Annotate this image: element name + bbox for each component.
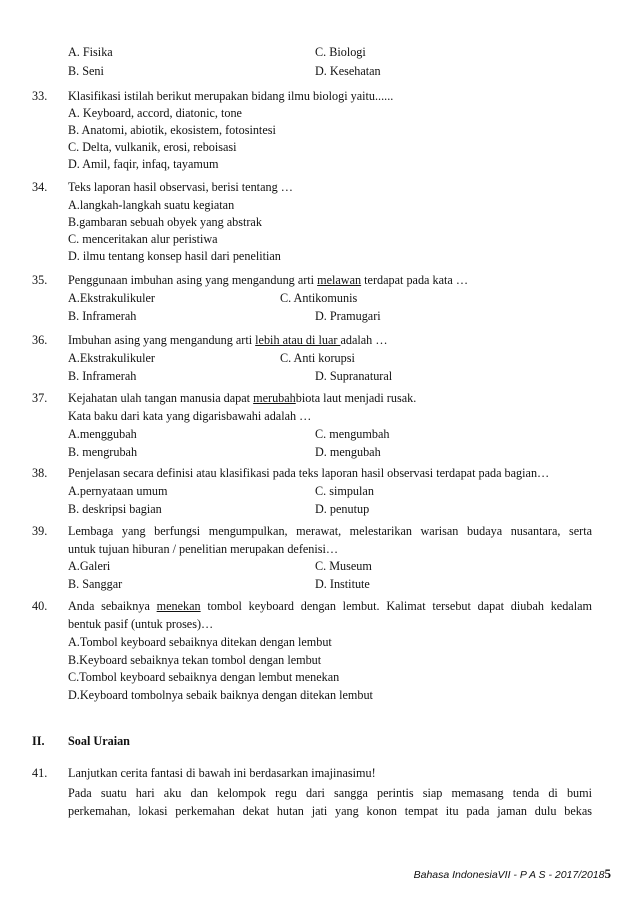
q39-stem-line-1: Lembaga yang berfungsi mengumpulkan, merawat, melestarikan warisan budaya nusantara, serta — [68, 524, 592, 538]
q40-option-c: C.Tombol keyboard sebaiknya dengan lembut menekan — [68, 670, 340, 684]
q32-option-d: D. Kesehatan — [315, 64, 381, 78]
q35-option-c: C. Antikomunis — [280, 291, 358, 305]
q38-number: 38. — [32, 466, 48, 480]
q41-stem: Lanjutkan cerita fantasi di bawah ini berdasarkan imajinasimu! — [68, 766, 376, 780]
q38-option-a: A.pernyataan umum — [68, 484, 168, 498]
q39-number: 39. — [32, 524, 48, 538]
q40-option-d: D.Keyboard tombolnya sebaik baiknya dengan ditekan lembut — [68, 688, 373, 702]
q35-option-a: A.Ekstrakulikuler — [68, 291, 155, 305]
q37-option-d: D. mengubah — [315, 445, 381, 459]
q39-stem-line-2: untuk tujuan hiburan / penelitian merupakan defenisi… — [68, 542, 339, 556]
q38-option-b: B. deskripsi bagian — [68, 502, 162, 516]
q38-stem: Penjelasan secara definisi atau klasifikasi pada teks laporan hasil observasi terdapat pada bagian… — [68, 466, 550, 480]
q40-option-b: B.Keyboard sebaiknya tekan tombol dengan lembut — [68, 653, 322, 667]
q39-option-d: D. Institute — [315, 577, 370, 591]
q36-option-d: D. Supranatural — [315, 369, 393, 383]
q33-number: 33. — [32, 89, 48, 103]
q32-option-b: B. Seni — [68, 64, 104, 78]
q39-option-b: B. Sanggar — [68, 577, 123, 591]
q37-option-a: A.menggubah — [68, 427, 137, 441]
q39-option-c: C. Museum — [315, 559, 372, 573]
q40-underlined-word: menekan — [156, 599, 201, 613]
q32-option-a: A. Fisika — [68, 45, 113, 59]
q33-option-b: B. Anatomi, abiotik, ekosistem, fotosintesi — [68, 123, 276, 137]
q36-number: 36. — [32, 333, 48, 347]
q36-option-b: B. Inframerah — [68, 369, 137, 383]
q36-underlined-phrase: lebih atau di luar — [255, 333, 341, 347]
q37-option-b: B. mengrubah — [68, 445, 138, 459]
q36-stem: Imbuhan asing yang mengandung arti lebih atau di luar adalah … — [68, 333, 388, 347]
q41-paragraph-line-2: perkemahan, lokasi perkemahan dekat hutan jati yang konon tempat itu pada jaman dulu bekas — [68, 804, 592, 818]
q37-option-c: C. mengumbah — [315, 427, 390, 441]
q37-underlined-word: merubah — [253, 391, 296, 405]
q36-option-c: C. Anti korupsi — [280, 351, 355, 365]
q34-number: 34. — [32, 180, 48, 194]
q34-option-d: D. ilmu tentang konsep hasil dari penelitian — [68, 249, 281, 263]
q35-option-d: D. Pramugari — [315, 309, 381, 323]
q37-stem: Kejahatan ulah tangan manusia dapat merubahbiota laut menjadi rusak. — [68, 391, 417, 405]
q34-option-c: C. menceritakan alur peristiwa — [68, 232, 218, 246]
q36-option-a: A.Ekstrakulikuler — [68, 351, 155, 365]
q41-number: 41. — [32, 766, 48, 780]
q40-stem-line-2: bentuk pasif (untuk proses)… — [68, 617, 214, 631]
q33-stem: Klasifikasi istilah berikut merupakan bidang ilmu biologi yaitu...... — [68, 89, 394, 103]
q32-option-c: C. Biologi — [315, 45, 366, 59]
page-number: 5 — [604, 866, 611, 881]
q35-stem: Penggunaan imbuhan asing yang mengandung arti melawan terdapat pada kata … — [68, 273, 469, 287]
q35-underlined-word: melawan — [317, 273, 362, 287]
page-footer — [414, 866, 611, 882]
footer-text: Bahasa IndonesiaVII - P A S - 2017/2018 — [413, 869, 605, 881]
q35-number: 35. — [32, 273, 48, 287]
q33-option-c: C. Delta, vulkanik, erosi, reboisasi — [68, 140, 237, 154]
q38-option-c: C. simpulan — [315, 484, 374, 498]
q37-number: 37. — [32, 391, 48, 405]
q40-option-a: A.Tombol keyboard sebaiknya ditekan dengan lembut — [68, 635, 332, 649]
section-title: Soal Uraian — [68, 734, 130, 748]
q34-option-b: B.gambaran sebuah obyek yang abstrak — [68, 215, 262, 229]
q34-option-a: A.langkah-langkah suatu kegiatan — [68, 198, 235, 212]
q34-stem: Teks laporan hasil observasi, berisi tentang … — [68, 180, 293, 194]
q33-option-d: D. Amil, faqir, infaq, tayamum — [68, 157, 219, 171]
q35-option-b: B. Inframerah — [68, 309, 137, 323]
q33-option-a: A. Keyboard, accord, diatonic, tone — [68, 106, 242, 120]
q40-number: 40. — [32, 599, 48, 613]
q38-option-d: D. penutup — [315, 502, 370, 516]
q37-stem-line-2: Kata baku dari kata yang digarisbawahi adalah … — [68, 409, 312, 423]
q41-paragraph-line-1: Pada suatu hari aku dan kelompok regu dari sangga perintis siap memasang tenda di bumi — [68, 786, 592, 800]
q39-option-a: A.Galeri — [68, 559, 111, 573]
section-number: II. — [32, 734, 45, 748]
q40-stem-line-1: Anda sebaiknya menekan tombol keyboard dengan lembut. Kalimat tersebut dapat diubah kedalam — [68, 599, 592, 613]
